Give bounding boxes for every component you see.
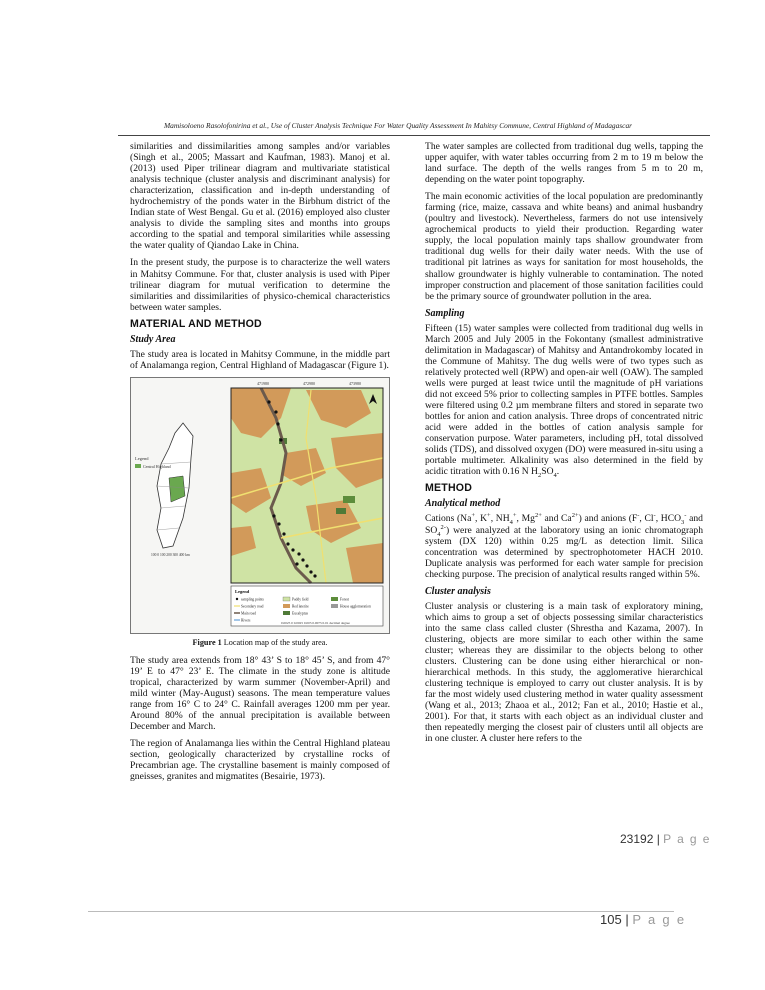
page-word: P a g e [632,912,686,927]
paragraph-text: , Cl [639,513,654,525]
legend-item: sampling points [241,597,264,602]
paragraph: The water samples are collected from traditional dug wells, tapping the upper aquifer, with water tables occurring from 2 m to 19 m below the land surface. The depth of the wells ranges from 5 m to 20 m, depending on the water point topography. [425,141,703,186]
paragraph-text: , K [475,513,488,525]
journal-page-value: 23192 [620,832,654,846]
figure-location-map [130,377,390,634]
superscript: 2+ [571,512,579,520]
subsection-heading-study-area: Study Area [130,333,176,345]
subscript: 4 [509,519,513,527]
inset-legend-title: Legend [135,455,149,461]
paragraph: The study area is located in Mahitsy Commune, in the middle part of Analamanga region, Central Highland of Madagascar (Figure 1). [130,348,390,371]
paragraph-text: Cations (Na [425,513,472,525]
subsection-heading-sampling: Sampling [425,307,465,319]
paragraph: The study area extends from 18° 43’ S to 18° 45’ S, and from 47° 19’ E to 47° 23’ E. The climate in the study zone is altitude tropical, characterized by warm summer (November-April) and mild winter (May-August) seasons. The mean temperature values range from 16° C to 24° C. Rainfall averages 1200 mm per year. Around 80% of the annual precipitation is available between December and March. [130,654,390,733]
legend-item: Paddy field [292,597,309,602]
legend-item: Rivers [241,618,251,623]
figure-caption [130,637,390,648]
legend-item: Forest [340,597,349,602]
inset-legend-item: Central Highland [143,463,171,469]
paragraph: similarities and dissimilarities among samples and/or variables (Singh et al., 2005; Massart and Kaufman, 1983). Manoj et al. (2013) used Piper trilinear diagram and multivariate statistical analysis technique (cluster analysis and discriminant analysis) for characterization, classification and in-depth understanding of hydrochemistry of the ponds water in the Birbhum district of the Indian state of West Bengal. Gu et al. (2016) employed also cluster analysis to divide the sampling sites and months into groups according to the spatial and temporal similarities while assessing the water quality of Qiandao Lake in China. [130,141,390,252]
superscript: - [637,512,640,520]
figure-caption-label: Figure 1 [192,637,222,647]
subsection-heading-cluster-analysis: Cluster analysis [425,585,491,597]
inset-scale: 100 0 100 200 300 400 km [151,552,190,557]
journal-page-number [620,832,711,846]
page-separator: | [621,912,633,927]
subsection-heading-analytical-method: Analytical method [425,498,501,510]
paragraph-text: Fifteen (15) water samples were collected from traditional dug wells in March 2005 and July 2005 in the Fokontany (smallest administrative delimitation in Madagascar) of Mahitsy and Antandrokomby located in the Commune of Mahitsy. The dug wells were of two types such as relatively protected well (RPW) and open-air well (OAW). The sampled wells were purged at least twice until the magnitude of pH variations did not exceed 5% prior to collecting samples in PTFE bottles. Samples were filtered using 0.2 µm membrane filters and stored in separate two bottles for anion and cation analysis. Three drops of concentrated nitric acid were added in the bottles of cation analysis sample for conservation purpose. Water parameters, including pH, total dissolved solids (TDS), and dissolved oxygen (DO) were measured in-situ using a portable multimeter. Alkalinity was also determined in the field by acidic titration with 0.16 N H [425,322,703,478]
legend-item: House agglomeration [340,604,371,609]
paragraph-text: and SO [425,513,703,536]
paragraph-text: and Ca [541,513,572,525]
paragraph-text: , Mg [516,513,535,525]
superscript: + [487,512,491,520]
map-tick-label: 473980 [349,380,361,386]
paragraph [425,323,703,478]
section-heading-material-and-method: MATERIAL AND METHOD [130,317,262,330]
paragraph: The region of Analamanga lies within the Central Highland plateau section, geologically characterized by crystalline rocks of Precambrian age. The crystalline basement is mainly composed of gneisses, granites and migmatites (Besairie, 1973). [130,738,390,783]
map-scale-text: 0.0025 0 0.0025 0.005 0.0075 0.01 decimal degree [281,620,350,625]
paragraph: Cluster analysis or clustering is a main task of exploratory mining, which aims to group a set of objects possessing similar characteristics into the same class called cluster (Shrestha and Kazama, 2007). In clustering, objects are more similar to each other within the same cluster; whereas they are dissimilar to the objects belong to other clusters. Clustering can be done using either hierarchical or non-hierarchical methods. In this study, the agglomerative hierarchical clustering technique is employed to carry out cluster analysis. It is by far the most widely used clustering method in water quality assessment (Wang et al., 2013; Zhaoa et al., 2012; Fan et al., 2010; Hastie et al., 2001). For that, it starts with each object as an individual cluster and then repeatedly merging the closest pair of clusters until all objects are in one cluster. A cluster here refers to the [425,600,703,745]
figure-caption-text: Location map of the study area. [221,637,328,647]
running-header: Mamisoloeno Rasolofonirina et al., Use of Cluster Analysis Technique For Water Quality Assessment In Mahitsy Commune, Central Highland of Madagascar [163,121,633,130]
map-tick-label: 471980 [257,380,269,386]
right-column [425,141,703,750]
superscript: - [684,512,687,520]
formula-text: SO [541,466,554,478]
superscript: 2+ [534,512,542,520]
page-word: P a g e [663,832,711,846]
paragraph-text: . [556,466,560,478]
page-separator: | [653,832,664,846]
left-column [130,141,390,788]
header-rule [118,135,710,136]
section-heading-method: METHOD [425,482,473,495]
paragraph: The main economic activities of the local population are predominantly farming (rice, maize, cassava and white beans) and animal husbandry (poultry and livestock). Nevertheless, farmers do not use intensively agrochemical products to yield their production. Regarding water supply, the local population mainly taps shallow groundwater from traditional dug wells for their daily water needs. With the use of traditional pit latrines as ways for sanitation for most households, the shallow groundwater is highly vulnerable to contamination. The noted improper construction and placement of those sanitation facilities could be the primary source of groundwater pollution in the area. [425,191,703,302]
location-map-graphic [131,378,389,633]
paragraph [425,513,703,579]
pdf-page-number [600,912,686,927]
paragraph-text: , HCO [655,513,682,525]
legend-item: Main road [241,611,256,616]
superscript: + [471,512,476,520]
legend-title: Legend [235,588,250,594]
footer-divider [88,911,674,912]
subscript: 4 [553,472,557,480]
subscript: 2 [537,472,542,480]
superscript: - [653,512,656,520]
legend-item: Red laterite [292,604,309,609]
map-tick-label: 472980 [303,380,315,386]
legend-item: Eucalyptus [292,611,308,616]
subscript: 4 [437,530,441,538]
madagascar-inset-map [157,423,193,548]
superscript: + [512,512,517,520]
inset-legend-swatch [135,464,141,468]
pdf-page-value: 105 [600,912,622,927]
superscript: 2- [440,523,446,531]
paragraph-text: ) were analyzed at the laboratory using an ionic chromatograph system (DX 120) within 0.25 mg/L as detection limit. Silica concentration was determined by spectrophotometer HACH 2010. Duplicate analysis was performed for each water sample for precision checking purpose. The precision of analytical results ranged within 5%. [425,524,703,580]
paragraph-text: ) and anions (F [578,513,638,525]
paragraph: In the present study, the purpose is to characterize the well waters in Mahitsy Commune. For that, cluster analysis is used with Piper trilinear diagram for mutual verification to determine the similarities and dissimilarities of physico-chemical characteristics between water samples. [130,257,390,313]
legend-item: Secondary road [241,604,264,609]
subscript: 3 [681,519,685,527]
paragraph-text: , NH [490,513,510,525]
